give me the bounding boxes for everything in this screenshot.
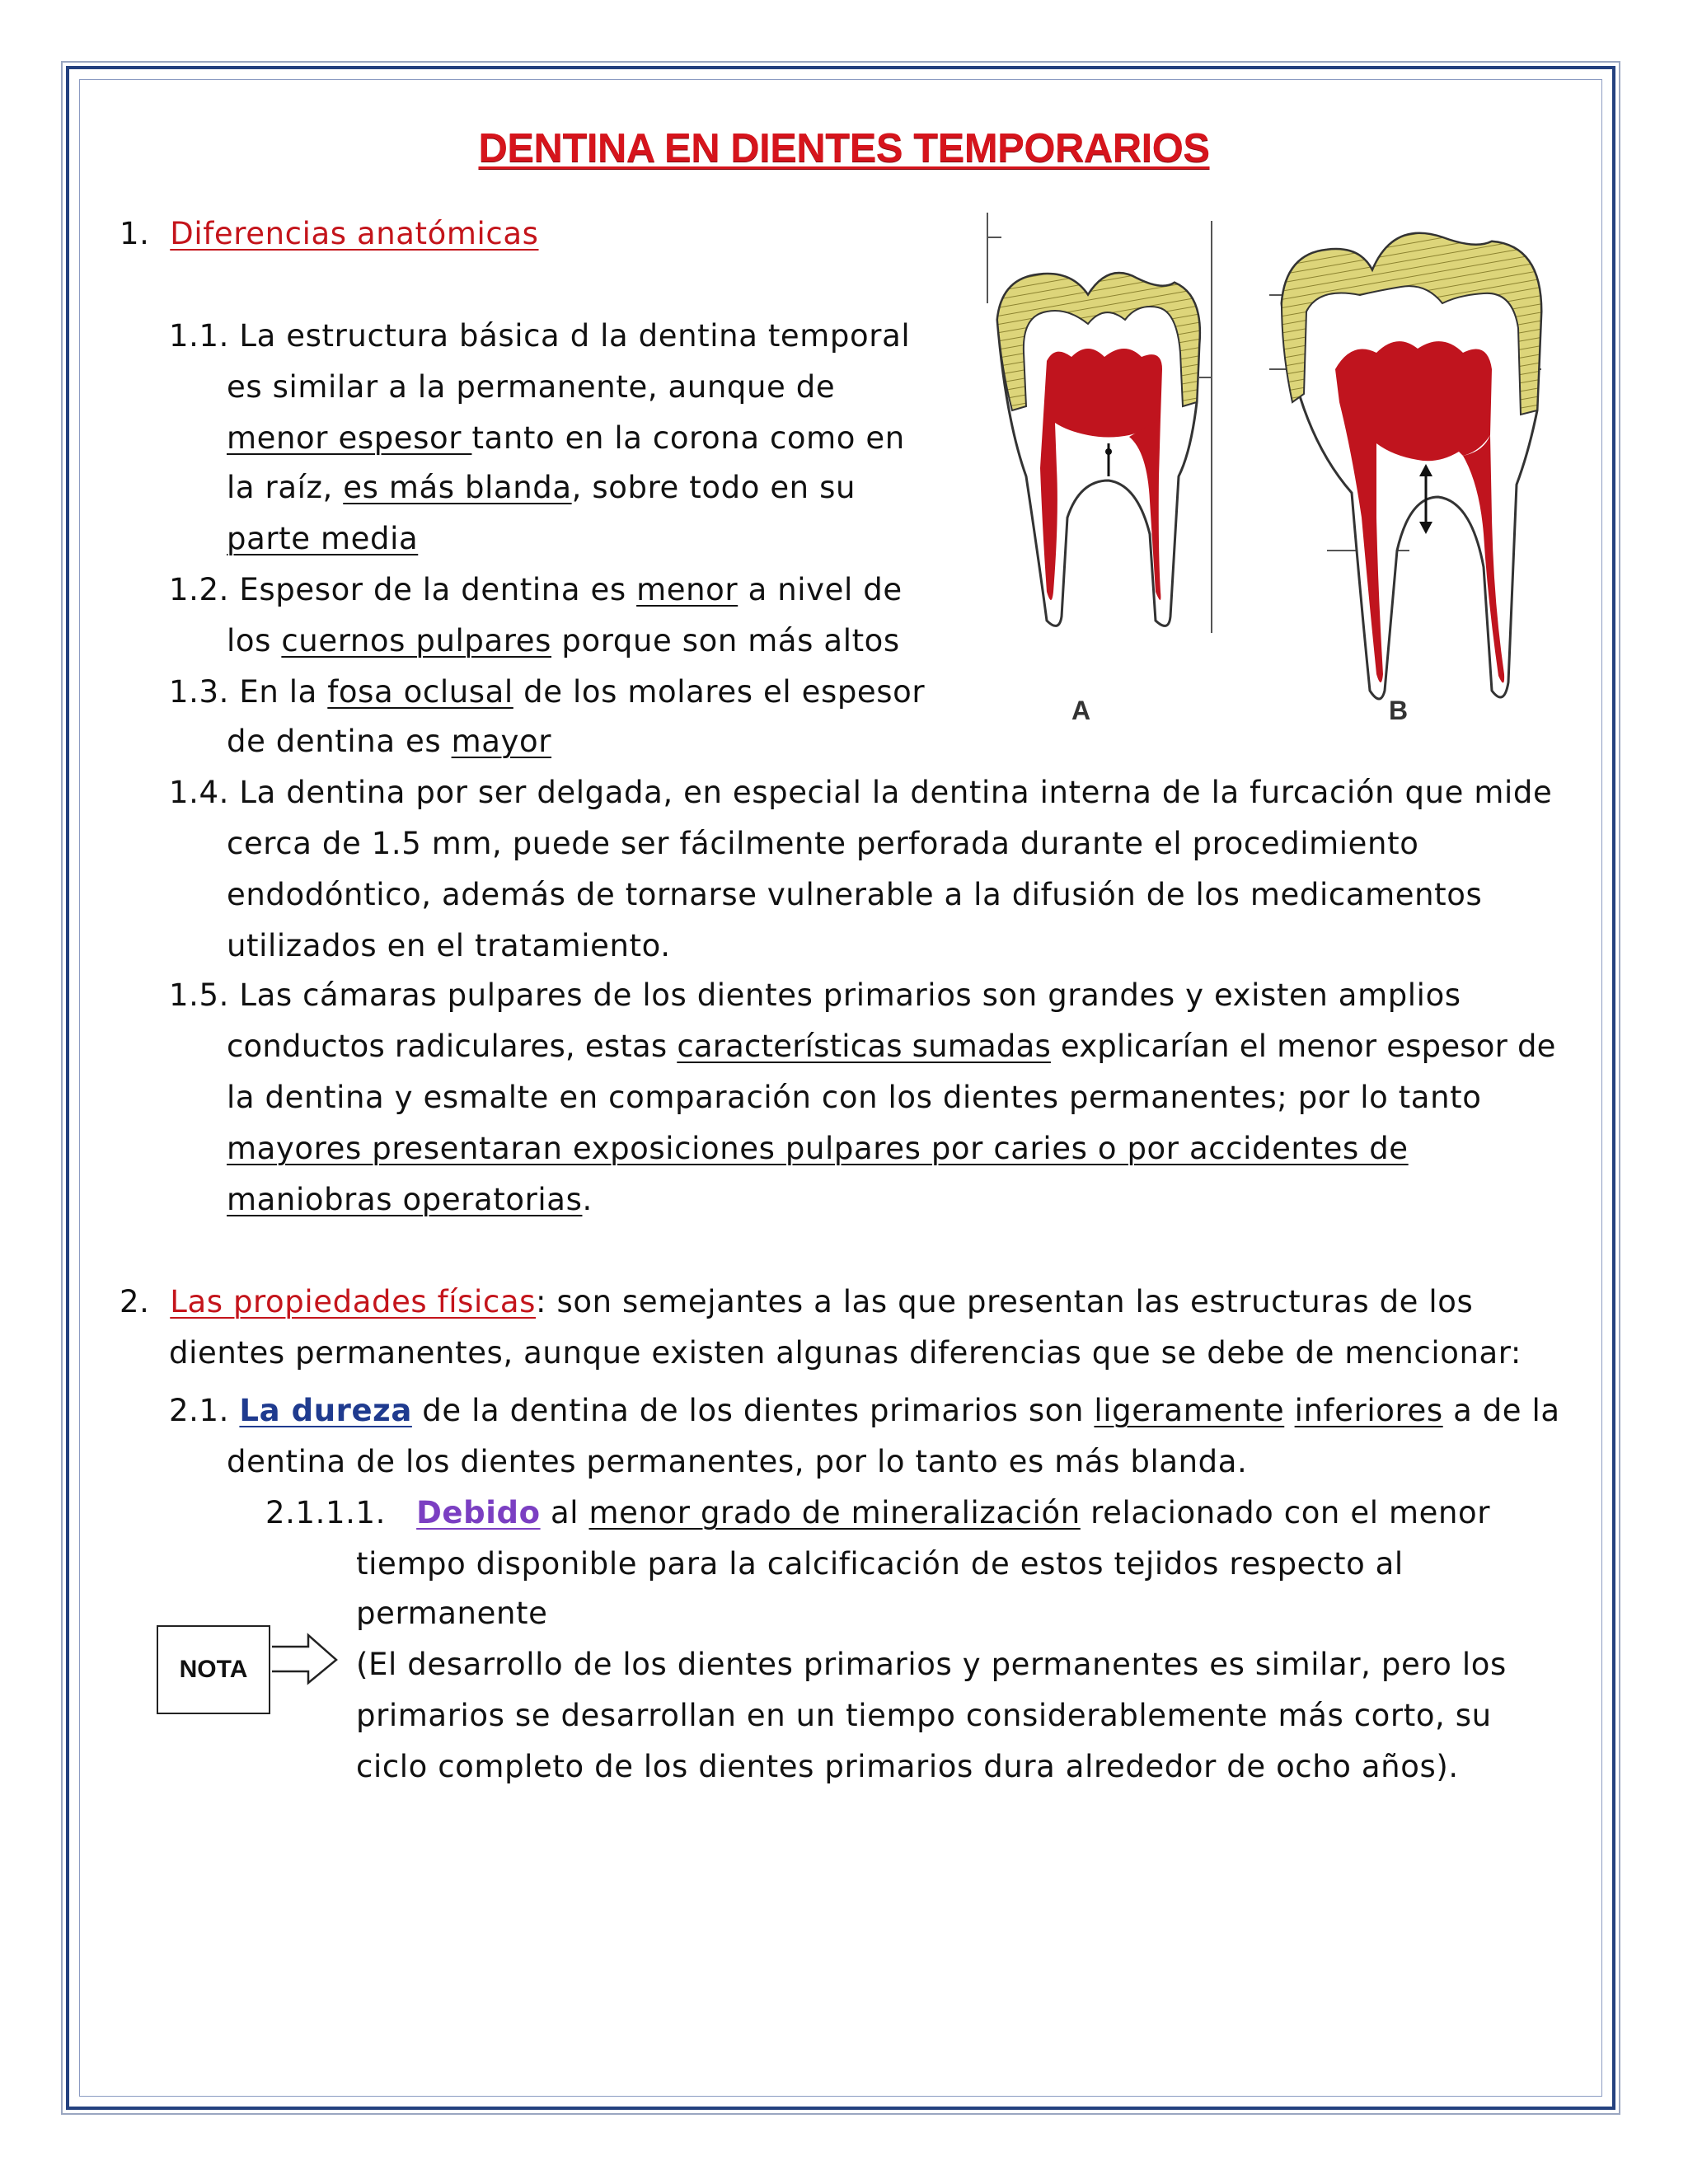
item-1-1-line-5: parte media <box>227 521 419 556</box>
section-title: Diferencias anatómicas <box>170 216 539 251</box>
item-1-5-line-5: maniobras operatorias. <box>227 1182 593 1217</box>
item-1-1-line-1: 1.1. La estructura básica d la dentina temporal <box>169 318 911 354</box>
tooth-a <box>997 273 1200 725</box>
section-title: Las propiedades físicas <box>170 1284 537 1319</box>
item-1-3-line-1: 1.3. En la fosa oclusal de los molares el espesor <box>169 674 926 710</box>
item-1-2-line-1: 1.2. Espesor de la dentina es menor a nivel de <box>169 572 903 607</box>
right-arrow-icon <box>270 1630 340 1688</box>
note-line-1: (El desarrollo de los dientes primarios y permanentes es similar, pero los <box>356 1647 1507 1682</box>
item-2-1-1-1-line-2: tiempo disponible para la calcificación de estos tejidos respecto al <box>356 1546 1404 1582</box>
item-2-1-line-1: 2.1. La dureza de la dentina de los dientes primarios son ligeramente inferiores a de la <box>169 1393 1560 1428</box>
tooth-diagram <box>964 204 1574 748</box>
document-title: DENTINA EN DIENTES TEMPORARIOS <box>478 126 1210 171</box>
item-1-4-line-1: 1.4. La dentina por ser delgada, en especial la dentina interna de la furcación que mide <box>169 775 1553 810</box>
item-2-1-1-1-line-1: 2.1.1.1. Debido al menor grado de mineralización relacionado con el menor <box>265 1495 1491 1530</box>
item-1-5-line-3: la dentina y esmalte en comparación con los dientes permanentes; por lo tanto <box>227 1080 1482 1115</box>
section-2-heading: 2. Las propiedades físicas: son semejantes a las que presentan las estructuras de los <box>120 1284 1474 1319</box>
item-2-1-1-1-line-3: permanente <box>356 1596 548 1631</box>
note-line-2: primarios se desarrollan en un tiempo considerablemente más corto, su <box>356 1698 1492 1733</box>
item-1-5-line-2: conductos radiculares, estas características sumadas explicarían el menor espesor de <box>227 1029 1556 1064</box>
item-1-4-line-4: utilizados en el tratamiento. <box>227 928 671 963</box>
section-1-heading <box>120 216 539 252</box>
item-2-1-line-2: dentina de los dientes permanentes, por lo tanto es más blanda. <box>227 1444 1248 1479</box>
item-1-5-line-4: mayores presentaran exposiciones pulpares por caries o por accidentes de <box>227 1131 1409 1166</box>
item-1-4-line-3: endodóntico, además de tornarse vulnerable a la difusión de los medicamentos <box>227 877 1483 912</box>
label-a: A <box>1071 696 1091 725</box>
item-1-3-line-2: de dentina es mayor <box>227 724 552 759</box>
section-number: 1. <box>120 216 150 251</box>
item-1-2-line-2: los cuernos pulpares porque son más altos <box>227 623 900 658</box>
note-line-3: ciclo completo de los dientes primarios dura alrededor de ocho años). <box>356 1749 1459 1784</box>
item-1-1-line-3: menor espesor tanto en la corona como en <box>227 420 905 456</box>
item-1-4-line-2: cerca de 1.5 mm, puede ser fácilmente perforada durante el procedimiento <box>227 826 1419 861</box>
note-box <box>157 1625 270 1714</box>
term-debido: Debido <box>416 1495 541 1530</box>
tooth-b <box>1282 233 1541 725</box>
section-2-line-2: dientes permanentes, aunque existen algunas diferencias que se debe de mencionar: <box>169 1335 1522 1371</box>
item-1-1-line-4: la raíz, es más blanda, sobre todo en su <box>227 470 856 505</box>
note-label: NOTA <box>179 1656 248 1683</box>
item-1-1-line-2: es similar a la permanente, aunque de <box>227 369 836 405</box>
item-1-5-line-1: 1.5. Las cámaras pulpares de los dientes primarios son grandes y existen amplios <box>169 977 1461 1013</box>
label-b: B <box>1389 696 1409 725</box>
term-dureza: La dureza <box>239 1393 412 1428</box>
